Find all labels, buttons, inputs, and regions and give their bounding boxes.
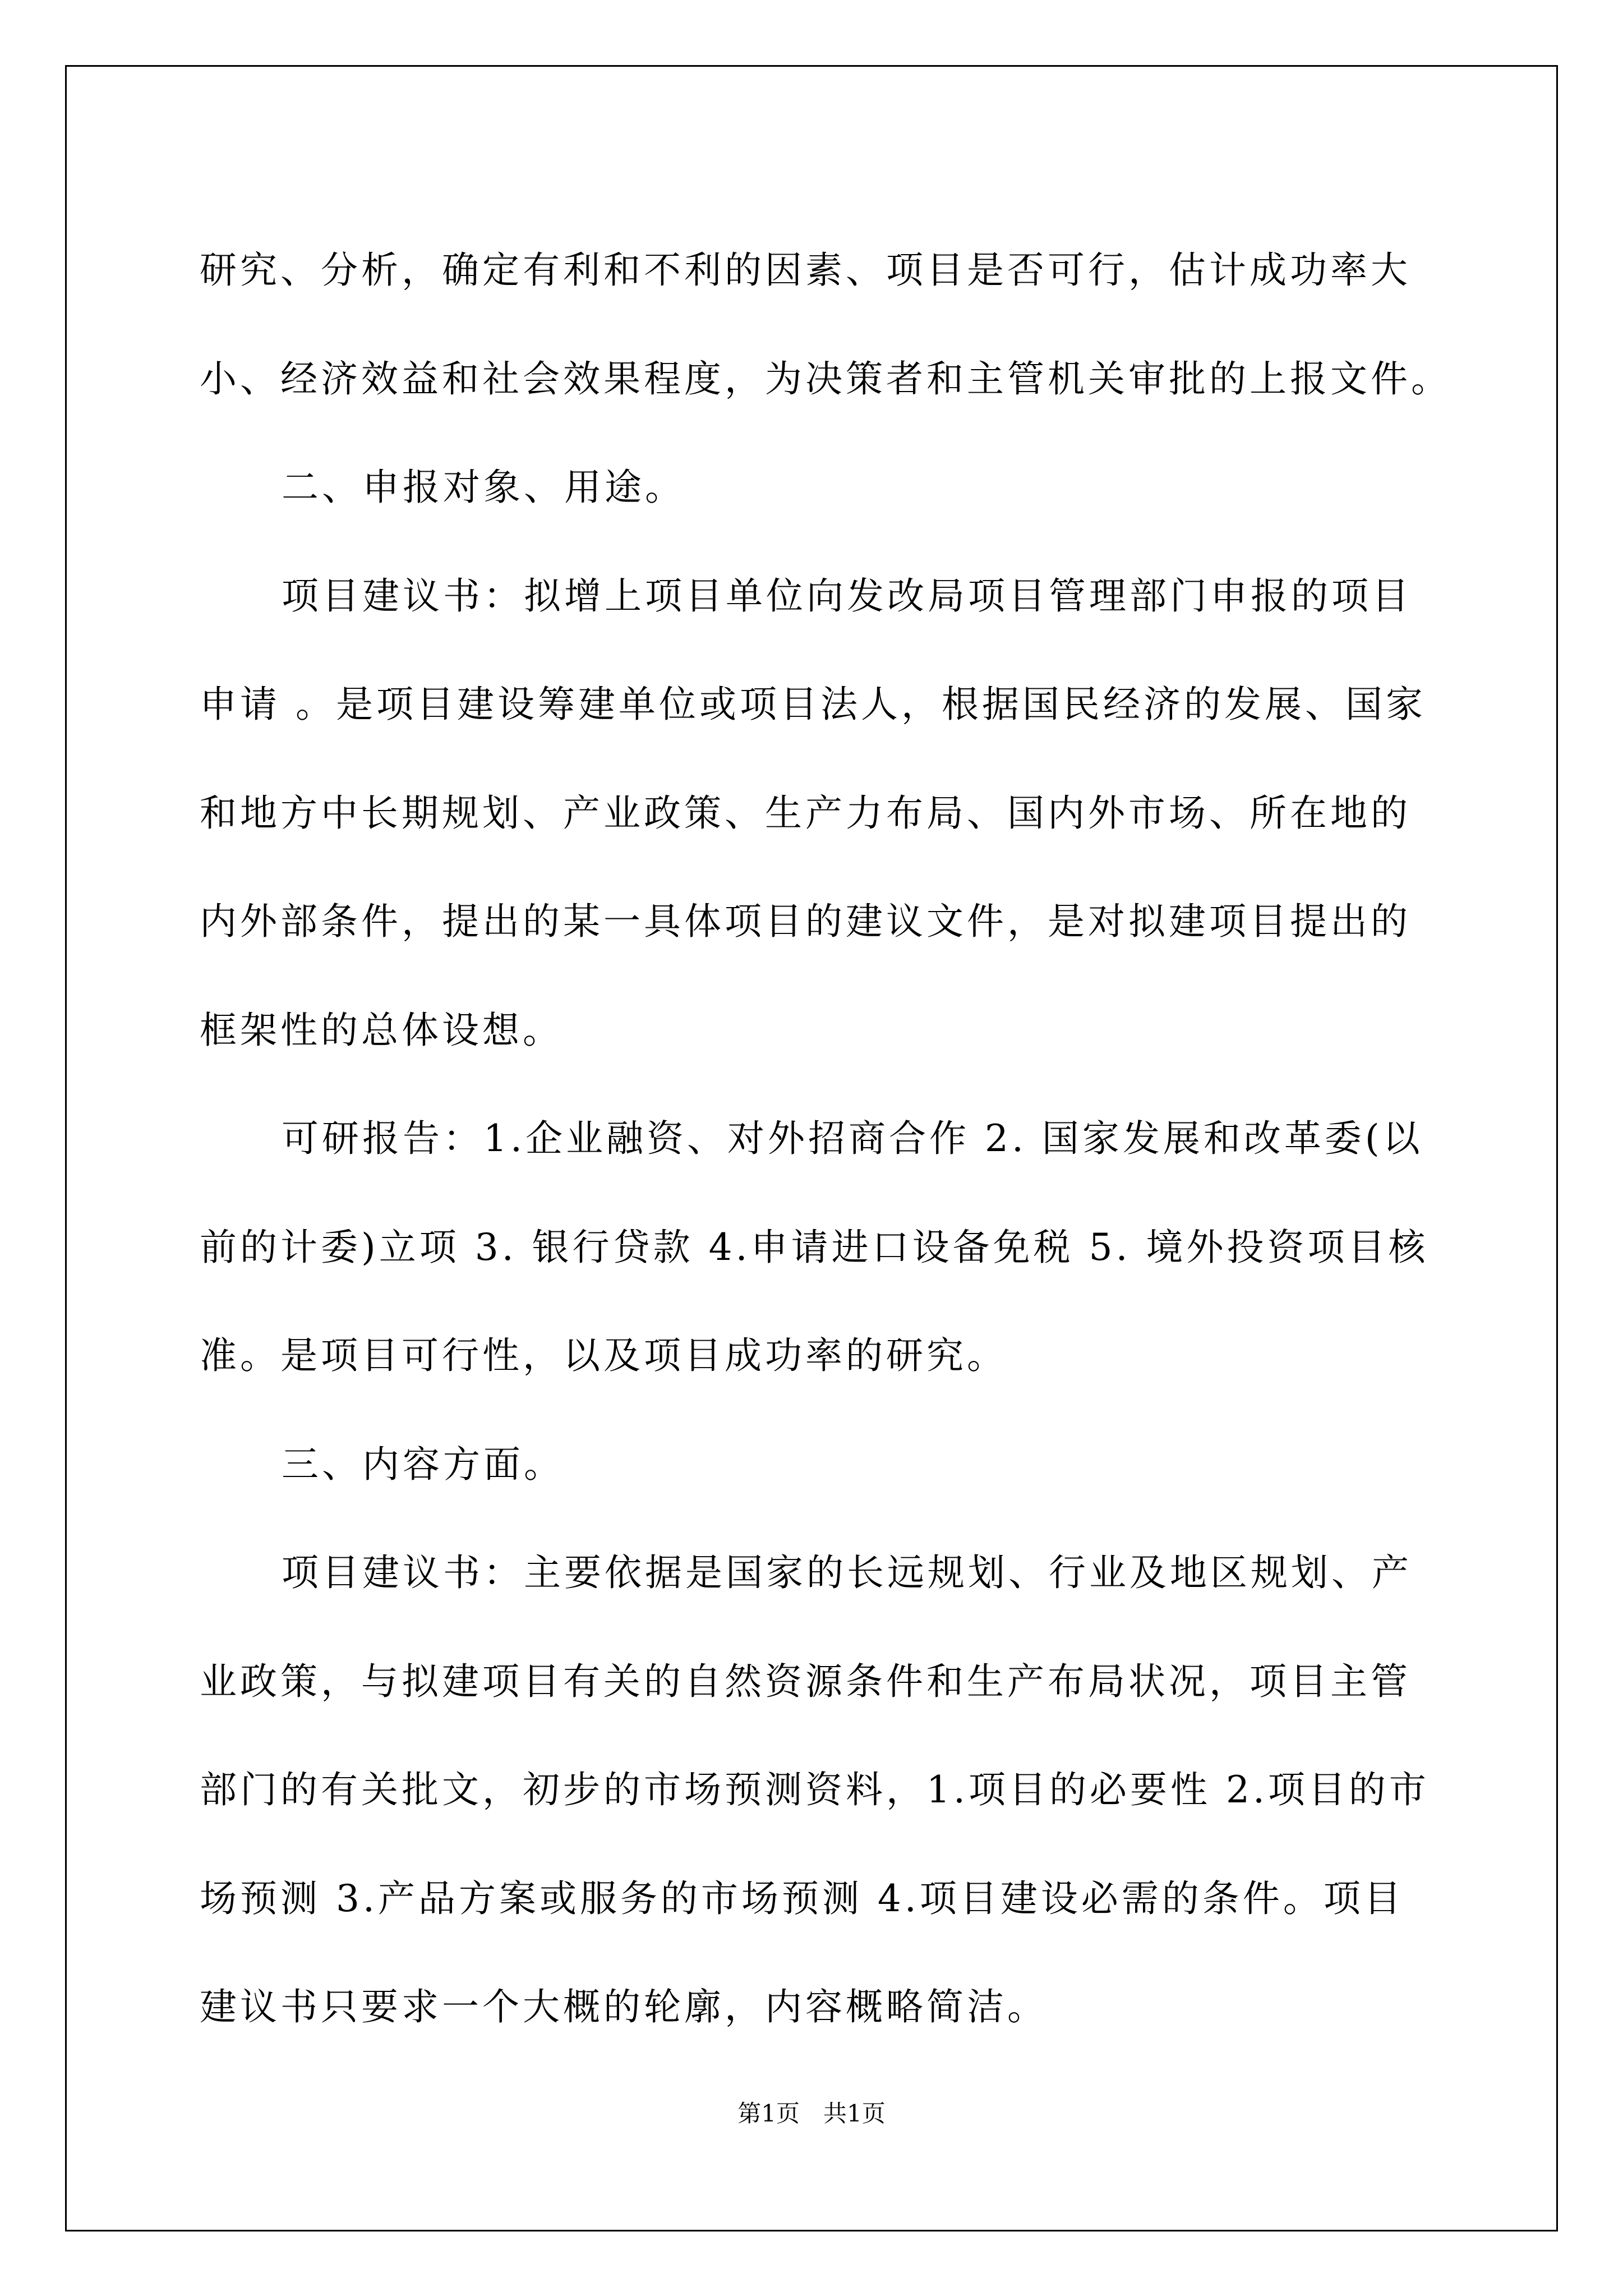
text-line-7: 内外部条件，提出的某一具体项目的建议文件，是对拟建项目提出的 — [200, 900, 1411, 943]
section-heading-3: 三、内容方面。 — [282, 1442, 564, 1486]
text-line-6: 和地方中长期规划、产业政策、生产力布局、国内外市场、所在地的 — [200, 791, 1411, 835]
text-line-2: 小、经济效益和社会效果程度，为决策者和主管机关审批的上报文件。 — [200, 357, 1451, 401]
text-line-17: 建议书只要求一个大概的轮廓，内容概略简洁。 — [200, 1985, 1048, 2028]
text-line-8: 框架性的总体设想。 — [200, 1008, 563, 1052]
page-number-footer: 第1页 共1页 — [737, 2100, 886, 2127]
text-line-10: 前的计委)立项 3. 银行贷款 4.申请进口设备免税 5. 境外投资项目核 — [200, 1225, 1429, 1269]
text-line-16: 场预测 3.产品方案或服务的市场预测 4.项目建设必需的条件。项目 — [200, 1876, 1404, 1920]
text-line-14: 业政策，与拟建项目有关的自然资源条件和生产布局状况，项目主管 — [200, 1659, 1411, 1703]
document-body — [200, 216, 1451, 2062]
text-line-1: 研究、分析，确定有利和不利的因素、项目是否可行，估计成功率大 — [200, 249, 1411, 292]
text-line-5: 申请 。是项目建设筹建单位或项目法人，根据国民经济的发展、国家 — [200, 683, 1426, 726]
text-line-15: 部门的有关批文，初步的市场预测资料，1.项目的必要性 2.项目的市 — [200, 1768, 1430, 1811]
text-line-9: 可研报告：1.企业融资、对外招商合作 2. 国家发展和改革委(以 — [282, 1117, 1423, 1160]
text-line-4: 项目建议书：拟增上项目单位向发改局项目管理部门申报的项目 — [282, 574, 1412, 618]
text-line-11: 准。是项目可行性，以及项目成功率的研究。 — [200, 1334, 1007, 1377]
section-heading-2: 二、申报对象、用途。 — [282, 466, 685, 509]
text-line-13: 项目建议书：主要依据是国家的长远规划、行业及地区规划、产 — [282, 1551, 1412, 1594]
